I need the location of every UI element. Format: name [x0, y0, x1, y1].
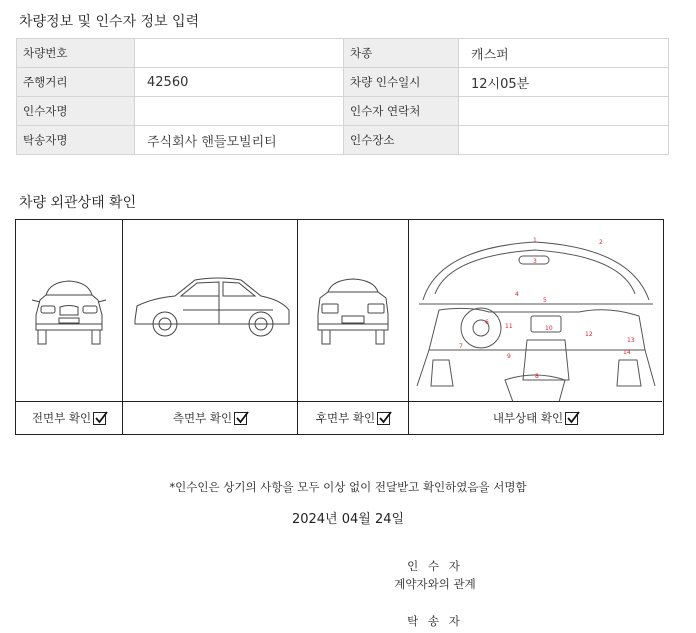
interior-marker: 3 — [533, 258, 537, 265]
signature-date: 2024년 04월 24일 — [291, 512, 405, 527]
checkmark-icon — [234, 410, 250, 426]
section-title-vehicle-info: 차량정보 및 인수자 정보 입력 — [19, 14, 200, 30]
receiver-contact-field[interactable] — [459, 97, 669, 126]
interior-marker: 11 — [505, 323, 513, 330]
vehicle-number-field[interactable] — [135, 39, 344, 68]
interior-marker: 4 — [515, 291, 519, 298]
receiver-signature-label: 인 수 자 — [407, 559, 463, 573]
interior-marker: 2 — [599, 239, 603, 246]
label-handover-place: 인수장소 — [344, 126, 459, 155]
driver-name-field[interactable]: 주식회사 핸들모빌리티 — [135, 126, 344, 155]
interior-marker: 1 — [533, 237, 537, 244]
label-receiver-contact: 인수자 연락처 — [344, 97, 459, 126]
side-checkbox[interactable] — [234, 412, 247, 425]
label-mileage: 주행거리 — [17, 68, 135, 97]
interior-marker: 10 — [545, 325, 553, 332]
checkmark-icon — [377, 410, 393, 426]
rear-check-row — [298, 401, 408, 434]
interior-marker: 13 — [627, 337, 635, 344]
front-view-column — [16, 220, 123, 434]
handover-place-field[interactable] — [459, 126, 669, 155]
checkmark-icon — [565, 410, 581, 426]
label-vehicle-number: 차량번호 — [17, 39, 135, 68]
interior-view-column — [409, 220, 662, 434]
interior-marker: 12 — [585, 331, 593, 338]
receiver-name-field[interactable] — [135, 97, 344, 126]
rear-check-label: 후면부 확인 — [315, 411, 376, 425]
rear-checkbox[interactable] — [377, 412, 390, 425]
vehicle-info-table — [16, 38, 669, 155]
label-handover-time: 차량 인수일시 — [344, 68, 459, 97]
checkmark-icon — [93, 410, 109, 426]
table-row — [17, 68, 669, 97]
relation-label: 계약자와의 관계 — [394, 577, 476, 591]
section-title-inspection: 차량 외관상태 확인 — [19, 195, 137, 211]
front-checkbox[interactable] — [93, 412, 106, 425]
interior-checkbox[interactable] — [565, 412, 578, 425]
mileage-field[interactable]: 42560 — [135, 68, 344, 97]
front-check-row — [16, 401, 122, 434]
interior-check-label: 내부상태 확인 — [492, 411, 564, 425]
front-check-label: 전면부 확인 — [31, 411, 92, 425]
exterior-inspection-panel — [15, 219, 664, 435]
label-vehicle-model: 차종 — [344, 39, 459, 68]
car-rear-illustration — [298, 220, 408, 402]
side-check-row — [123, 401, 297, 434]
interior-marker: 5 — [543, 297, 547, 304]
rear-view-column — [298, 220, 409, 434]
interior-marker: 9 — [507, 353, 511, 360]
vehicle-model-field[interactable]: 캐스퍼 — [459, 39, 669, 68]
table-row — [17, 97, 669, 126]
table-row — [17, 39, 669, 68]
car-front-illustration — [16, 220, 122, 402]
side-view-column — [123, 220, 298, 434]
interior-marker: 7 — [459, 343, 463, 350]
interior-marker: 6 — [485, 319, 489, 326]
driver-signature-label: 탁 송 자 — [407, 614, 463, 628]
interior-check-row — [409, 401, 662, 434]
car-side-illustration — [123, 220, 297, 402]
label-driver-name: 탁송자명 — [17, 126, 135, 155]
table-row — [17, 126, 669, 155]
handover-time-field[interactable]: 12시05분 — [459, 68, 669, 97]
interior-marker: 8 — [535, 373, 539, 380]
confirmation-notice: *인수인은 상기의 사항을 모두 이상 없이 전달받고 확인하였음을 서명함 — [169, 480, 527, 494]
interior-marker: 14 — [623, 349, 631, 356]
car-interior-illustration — [409, 220, 662, 402]
label-receiver-name: 인수자명 — [17, 97, 135, 126]
side-check-label: 측면부 확인 — [172, 411, 233, 425]
